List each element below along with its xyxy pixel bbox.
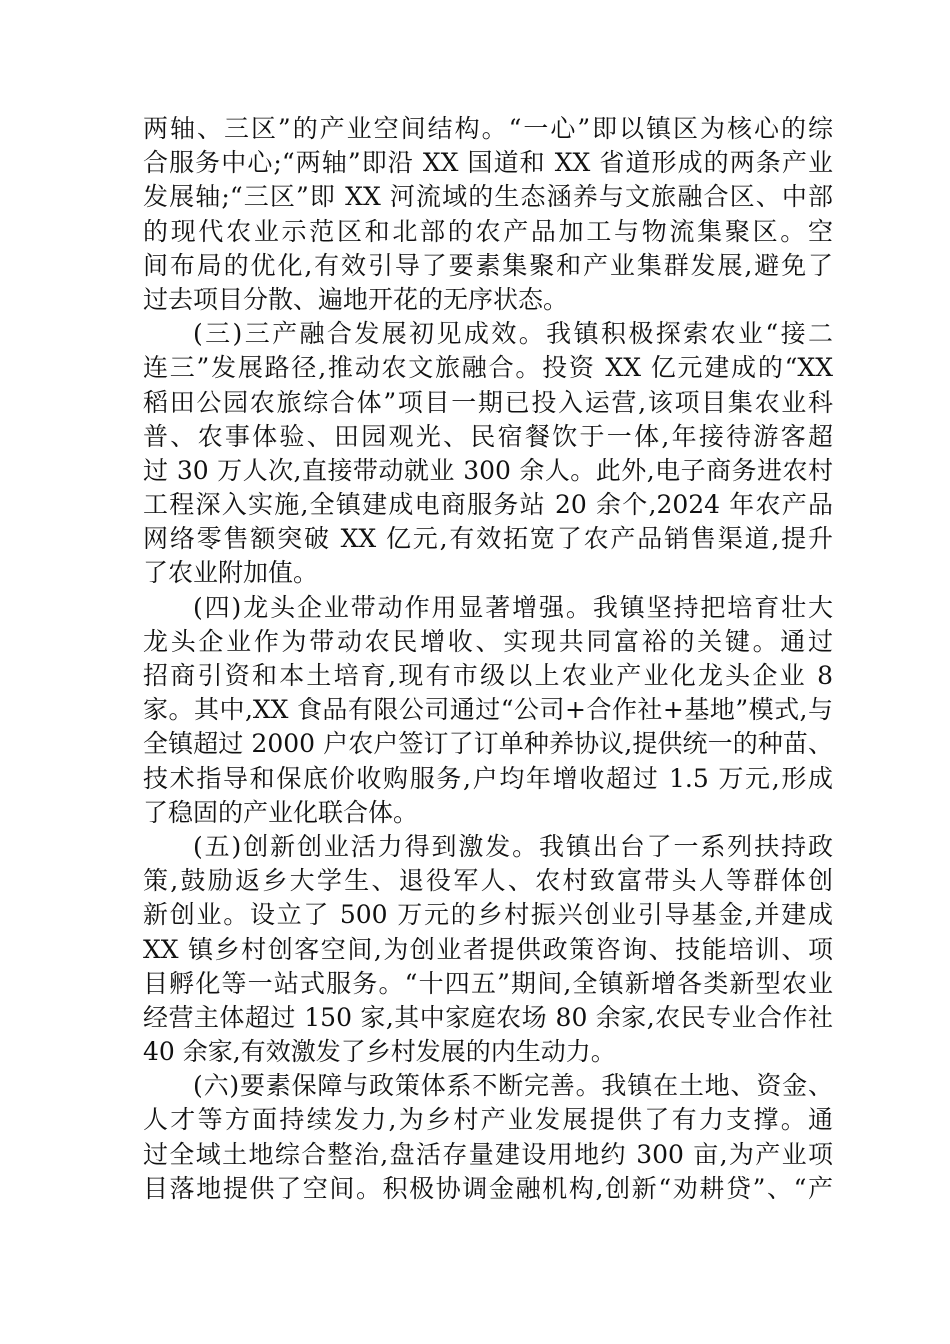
text-line: 人才等方面持续发力,为乡村产业发展提供了有力支撑。通 (143, 1105, 833, 1135)
text-line: 目孵化等一站式服务。“十四五”期间,全镇新增各类新型农业 (143, 968, 833, 998)
text-line: 两轴、三区”的产业空间结构。“一心”即以镇区为核心的综 (143, 114, 833, 143)
text-line: 连三”发展路径,推动农文旅融合。投资 XX 亿元建成的“XX (143, 353, 833, 383)
text-line: 间布局的优化,有效引导了要素集聚和产业集群发展,避免了 (143, 250, 833, 280)
text-line: 经营主体超过 150 家,其中家庭农场 80 余家,农民专业合作社 (143, 1002, 833, 1032)
paragraph-factor-guarantee (143, 1069, 833, 1206)
text-line: 过全域土地综合整治,盘活存量建设用地约 300 亩,为产业项 (143, 1139, 833, 1169)
text-line: 过去项目分散、遍地开花的无序状态。 (143, 284, 569, 314)
text-line: 工程深入实施,全镇建成电商服务站 20 余个,2024 年农产品 (143, 490, 833, 520)
text-line: 稻田公园农旅综合体”项目一期已投入运营,该项目集农业科 (143, 387, 833, 417)
text-line: (四)龙头企业带动作用显著增强。我镇坚持把培育壮大 (193, 592, 833, 622)
text-line: 全镇超过 2000 户农户签订了订单种养协议,提供统一的种苗、 (143, 729, 833, 759)
text-line: 家。其中,XX 食品有限公司通过“公司+合作社+基地”模式,与 (143, 695, 833, 725)
paragraph-leading-enterprises (143, 591, 833, 830)
paragraph-spatial-structure (143, 112, 833, 317)
text-line: 龙头企业作为带动农民增收、实现共同富裕的关键。通过 (143, 626, 833, 656)
text-line: 40 余家,有效激发了乡村发展的内生动力。 (143, 1037, 616, 1067)
text-line: 过 30 万人次,直接带动就业 300 余人。此外,电子商务进农村 (143, 455, 833, 485)
paragraph-three-industries (143, 317, 833, 591)
text-line: 发展轴;“三区”即 XX 河流域的生态涵养与文旅融合区、中部 (143, 182, 833, 212)
text-line: XX 镇乡村创客空间,为创业者提供政策咨询、技能培训、项 (143, 934, 833, 964)
text-line: 目落地提供了空间。积极协调金融机构,创新“劝耕贷”、“产 (143, 1173, 833, 1203)
text-line: 合服务中心;“两轴”即沿 XX 国道和 XX 省道形成的两条产业 (143, 148, 833, 178)
text-line: 的现代农业示范区和北部的农产品加工与物流集聚区。空 (143, 216, 833, 246)
text-line: 了稳固的产业化联合体。 (143, 797, 419, 827)
text-line: (五)创新创业活力得到激发。我镇出台了一系列扶持政 (193, 831, 833, 861)
text-line: 网络零售额突破 XX 亿元,有效拓宽了农产品销售渠道,提升 (143, 524, 833, 554)
text-line: 普、农事体验、田园观光、民宿餐饮于一体,年接待游客超 (143, 421, 833, 451)
text-line: 新创业。设立了 500 万元的乡村振兴创业引导基金,并建成 (143, 900, 833, 930)
text-line: (三)三产融合发展初见成效。我镇积极探索农业“接二 (193, 319, 833, 349)
text-line: 策,鼓励返乡大学生、退役军人、农村致富带头人等群体创 (143, 866, 833, 896)
paragraph-innovation (143, 830, 833, 1069)
text-line: 了农业附加值。 (143, 558, 319, 588)
text-line: 技术指导和保底价收购服务,户均年增收超过 1.5 万元,形成 (143, 763, 833, 793)
body-text (143, 112, 833, 1206)
text-line: 招商引资和本土培育,现有市级以上农业产业化龙头企业 8 (143, 661, 833, 690)
text-line: (六)要素保障与政策体系不断完善。我镇在土地、资金、 (193, 1071, 833, 1101)
